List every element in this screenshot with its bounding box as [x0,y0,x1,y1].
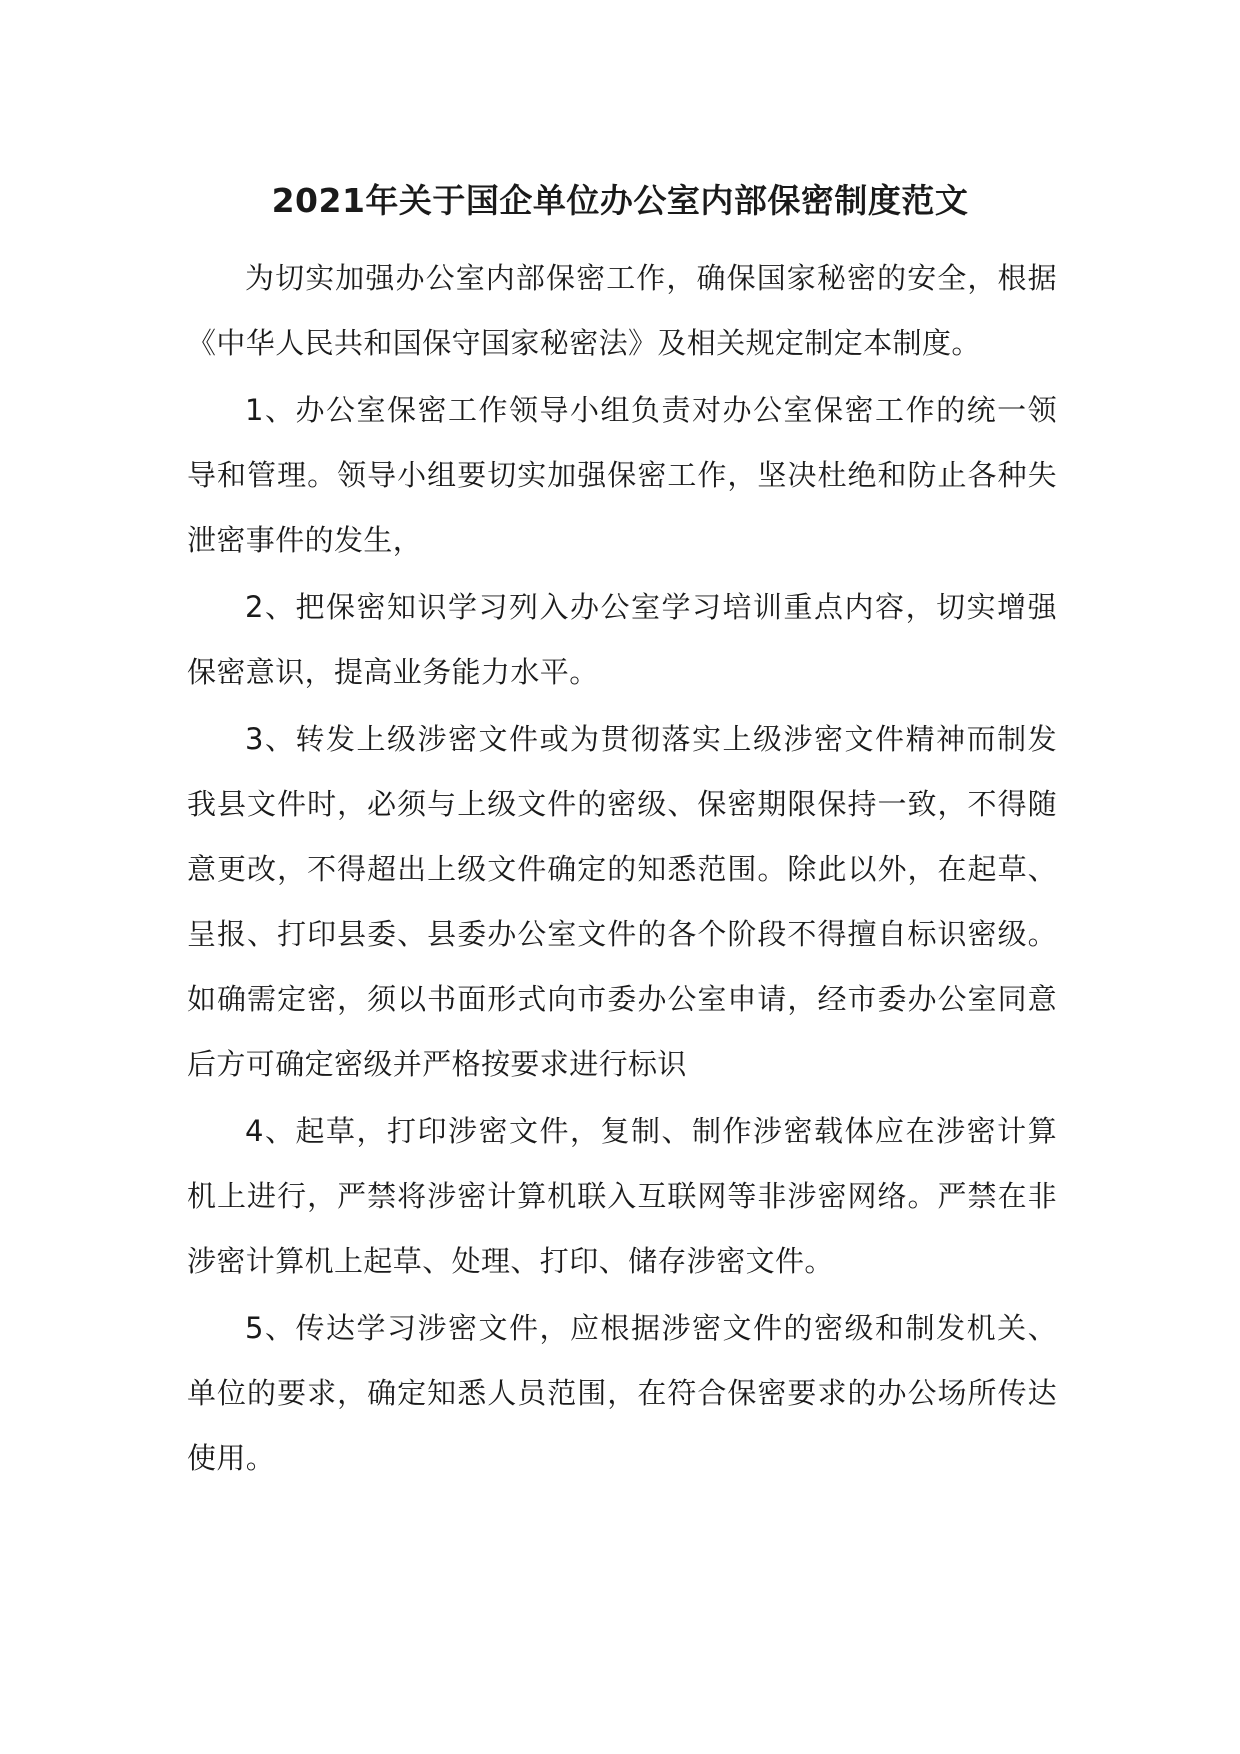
document-title: 2021年关于国企单位办公室内部保密制度范文 [271,181,969,220]
paragraph-item-5: 5、传达学习涉密文件，应根据涉密文件的密级和制发机关、单位的要求，确定知悉人员范围，在符合保密要求的办公场所传达使用。 [187,1311,1057,1475]
document-body [187,246,1057,1493]
paragraph-intro: 为切实加强办公室内部保密工作，确保国家秘密的安全，根据《中华人民共和国保守国家秘密法》及相关规定制定本制度。 [187,261,1057,360]
paragraph-item-3: 3、转发上级涉密文件或为贯彻落实上级涉密文件精神而制发我县文件时，必须与上级文件的密级、保密期限保持一致，不得随意更改，不得超出上级文件确定的知悉范围。除此以外，在起草、呈报、打印县委、县委办公室文件的各个阶段不得擅自标识密级。如确需定密，须以书面形式向市委办公室申请，经市委办公室同意后方可确定密级并严格按要求进行标识 [187,722,1057,1081]
paragraph-item-1: 1、办公室保密工作领导小组负责对办公室保密工作的统一领导和管理。领导小组要切实加强保密工作，坚决杜绝和防止各种失泄密事件的发生， [187,393,1057,557]
paragraph-item-4: 4、起草，打印涉密文件，复制、制作涉密载体应在涉密计算机上进行，严禁将涉密计算机联入互联网等非涉密网络。严禁在非涉密计算机上起草、处理、打印、储存涉密文件。 [187,1114,1057,1278]
paragraph-item-2: 2、把保密知识学习列入办公室学习培训重点内容，切实增强保密意识，提高业务能力水平。 [187,590,1057,689]
